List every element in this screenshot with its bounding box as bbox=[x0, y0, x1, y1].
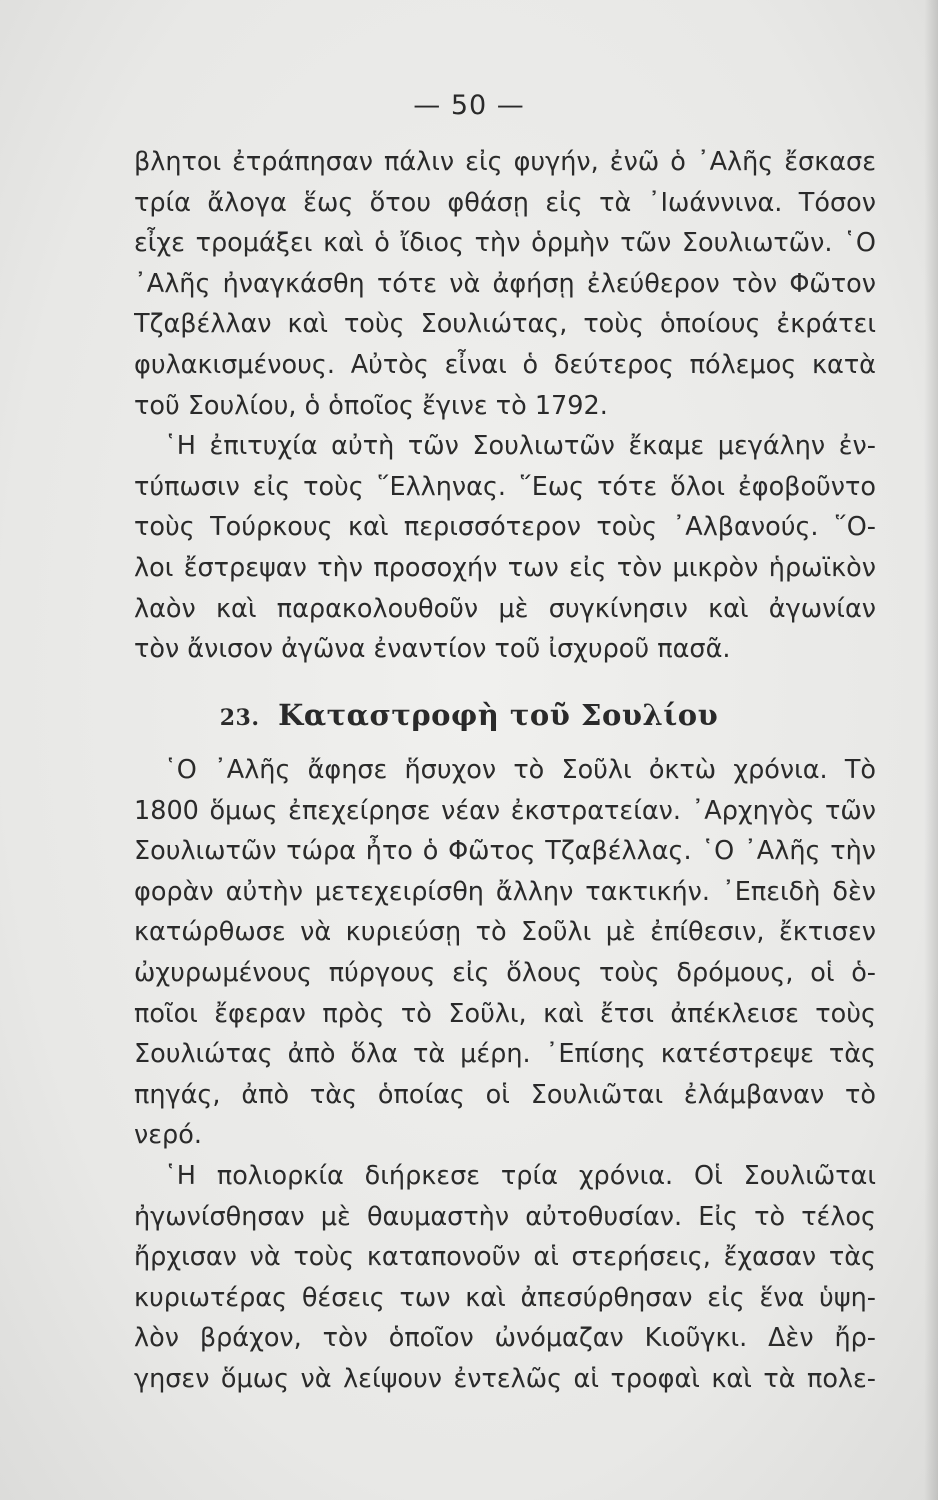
text-block-lower bbox=[134, 750, 876, 1400]
text-line: κατώρθωσε νὰ κυριεύσῃ τὸ Σοῦλι μὲ ἐπίθεσιν, ἔκτισεν bbox=[134, 917, 876, 948]
text-line: λαὸν καὶ παρακολουθοῦν μὲ συγκίνησιν καὶ ἀγωνίαν bbox=[134, 593, 876, 624]
page-number: — 50 — bbox=[413, 90, 525, 121]
text-line: τοὺς Τούρκους καὶ περισσότερον τοὺς ᾿Αλβανούς. ῞Ο- bbox=[134, 512, 876, 543]
text-line: βλητοι ἐτράπησαν πάλιν εἰς φυγήν, ἐνῶ ὁ ᾿Αλῆς ἔσκασε bbox=[134, 147, 876, 177]
text-line: πηγάς, ἀπὸ τὰς ὁποίας οἱ Σουλιῶται ἐλάμβαναν τὸ bbox=[134, 1079, 876, 1110]
text-line: νερό. bbox=[134, 1120, 202, 1151]
text-line: τοῦ Σουλίου, ὁ ὁποῖος ἔγινε τὸ 1792. bbox=[134, 390, 608, 421]
text-line: ῾Ο ᾿Αλῆς ἄφησε ἥσυχον τὸ Σοῦλι ὀκτὼ χρόνια. Τὸ bbox=[164, 755, 876, 785]
text-line: λὸν βράχον, τὸν ὁποῖον ὠνόμαζαν Κιοῦγκι. Δὲν ἤρ- bbox=[134, 1323, 876, 1354]
text-line: 1800 ὅμως ἐπεχείρησε νέαν ἐκστρατείαν. ᾿Αρχηγὸς τῶν bbox=[134, 795, 876, 826]
paragraph-3 bbox=[134, 750, 876, 1156]
text-line: ὠχυρωμένους πύργους εἰς ὅλους τοὺς δρόμους, οἱ ὁ- bbox=[134, 957, 876, 988]
paragraph-2 bbox=[134, 426, 876, 670]
text-line: Σουλιώτας ἀπὸ ὅλα τὰ μέρη. ᾿Επίσης κατέστρεψε τὰς bbox=[134, 1039, 876, 1070]
text-line: ποῖοι ἔφεραν πρὸς τὸ Σοῦλι, καὶ ἔτσι ἀπέκλεισε τοὺς bbox=[134, 998, 876, 1029]
section-title: Καταστροφὴ τοῦ Σουλίου bbox=[278, 698, 719, 732]
section-heading bbox=[0, 698, 938, 732]
text-line: ῾Η πολιορκία διήρκεσε τρία χρόνια. Οἱ Σουλιῶται bbox=[164, 1160, 876, 1191]
text-line: Σουλιωτῶν τώρα ἦτο ὁ Φῶτος Τζαβέλλας. ῾Ο ᾿Αλῆς τὴν bbox=[134, 836, 876, 867]
text-line: ἤρχισαν νὰ τοὺς καταπονοῦν αἱ στερήσεις, ἔχασαν τὰς bbox=[134, 1242, 876, 1273]
text-line: λοι ἔστρεψαν τὴν προσοχήν των εἰς τὸν μικρὸν ἡρωϊκὸν bbox=[134, 552, 876, 583]
text-block-upper bbox=[134, 142, 876, 670]
text-line: φυλακισμένους. Αὐτὸς εἶναι ὁ δεύτερος πόλεμος κατὰ bbox=[134, 349, 876, 380]
text-line: τύπωσιν εἰς τοὺς ῞Ελληνας. ῞Εως τότε ὅλοι ἐφοβοῦντο bbox=[134, 471, 876, 502]
text-line: τὸν ἄνισον ἀγῶνα ἐναντίον τοῦ ἰσχυροῦ πασᾶ. bbox=[134, 634, 731, 665]
text-line: κυριωτέρας θέσεις των καὶ ἀπεσύρθησαν εἰς ἕνα ὑψη- bbox=[134, 1282, 876, 1313]
paragraph-4 bbox=[134, 1156, 876, 1400]
paragraph-1 bbox=[134, 142, 876, 426]
text-line: τρία ἄλογα ἕως ὅτου φθάσῃ εἰς τὰ ᾿Ιωάννινα. Τόσον bbox=[134, 187, 876, 218]
text-line: ἠγωνίσθησαν μὲ θαυμαστὴν αὐτοθυσίαν. Εἰς τὸ τέλος bbox=[134, 1201, 876, 1232]
text-line: γησεν ὅμως νὰ λείψουν ἐντελῶς αἱ τροφαὶ καὶ τὰ πολε- bbox=[134, 1363, 876, 1394]
text-line: ᾿Αλῆς ἠναγκάσθη τότε νὰ ἀφήσῃ ἐλεύθερον τὸν Φῶτον bbox=[134, 268, 876, 299]
text-line: ῾Η ἐπιτυχία αὐτὴ τῶν Σουλιωτῶν ἔκαμε μεγάλην ἐν- bbox=[164, 431, 876, 462]
page-edge-shadow bbox=[924, 0, 938, 1500]
text-line: Τζαβέλλαν καὶ τοὺς Σουλιώτας, τοὺς ὁποίους ἐκράτει bbox=[134, 309, 876, 340]
text-line: φορὰν αὐτὴν μετεχειρίσθη ἄλλην τακτικήν. ᾿Επειδὴ δὲν bbox=[134, 876, 876, 907]
section-number: 23. bbox=[219, 705, 260, 731]
text-line: εἶχε τρομάξει καὶ ὁ ἴδιος τὴν ὁρμὴν τῶν Σουλιωτῶν. ῾Ο bbox=[134, 228, 876, 259]
